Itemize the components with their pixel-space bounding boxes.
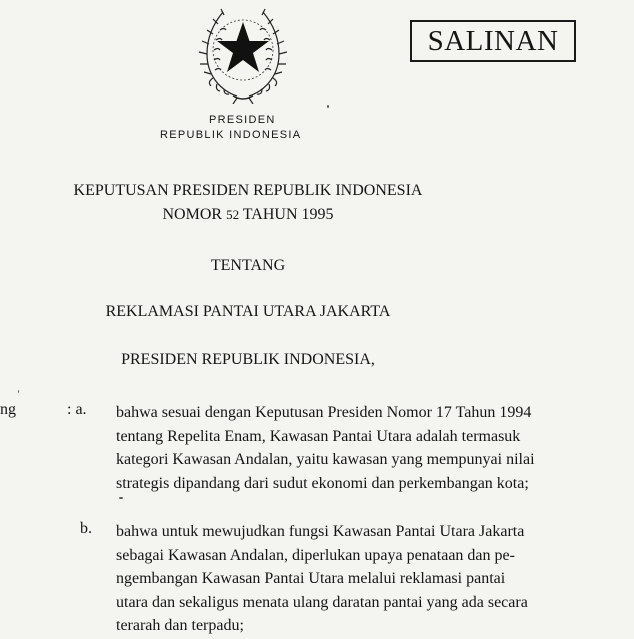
decree-number-prefix: NOMOR [162, 206, 223, 223]
consideration-a-line-3: kategori Kawasan Andalan, yaitu kawasan yang mempunyai nilai [116, 451, 535, 468]
consideration-a-line-2: tentang Repelita Enam, Kawasan Pantai Utara adalah termasuk [116, 427, 521, 445]
consideration-label: ng [0, 401, 16, 418]
scan-speck [327, 105, 329, 108]
scan-speck [119, 497, 123, 499]
consideration-marker-b: b. [80, 520, 92, 537]
consideration-a-line-1: bahwa sesuai dengan Keputusan Presiden Nomor 17 Tahun 1994 [116, 404, 532, 421]
decree-title: KEPUTUSAN PRESIDEN REPUBLIK INDONESIA [73, 182, 423, 199]
decree-number-line [0, 206, 634, 224]
decree-number: 52 [226, 207, 240, 222]
consideration-marker-a: : a. [67, 401, 87, 418]
consideration-b-line-2: sebagai Kawasan Andalan, diperlukan upaya penataan dan pe- [116, 546, 515, 564]
consideration-item-b [116, 520, 568, 638]
issuer-line-president: PRESIDEN [209, 114, 276, 126]
decree-about-label: TENTANG [210, 257, 286, 274]
decree-subject: REKLAMASI PANTAI UTARA JAKARTA [105, 303, 391, 320]
consideration-b-line-1: bahwa untuk mewujudkan fungsi Kawasan Pantai Utara Jakarta [116, 523, 525, 540]
presidential-emblem-icon [197, 0, 289, 104]
decree-authority: PRESIDEN REPUBLIK INDONESIA, [121, 351, 375, 368]
consideration-a-line-4: strategis dipandang dari sudut ekonomi dan perkembangan kota; [116, 474, 529, 492]
consideration-b-line-3: ngembangan Kawasan Pantai Utara melalui reklamasi pantai [116, 570, 506, 587]
consideration-b-line-5: terarah dan terpadu; [116, 617, 244, 634]
consideration-item-a [116, 401, 568, 495]
issuer-line-republic: REPUBLIK INDONESIA [160, 129, 302, 141]
salinan-stamp: SALINAN [410, 20, 576, 62]
consideration-b-line-4: utara dan sekaligus menata ulang daratan pantai yang ada secara [116, 593, 528, 611]
decree-year: TAHUN 1995 [242, 206, 334, 223]
scan-speck [18, 390, 19, 393]
